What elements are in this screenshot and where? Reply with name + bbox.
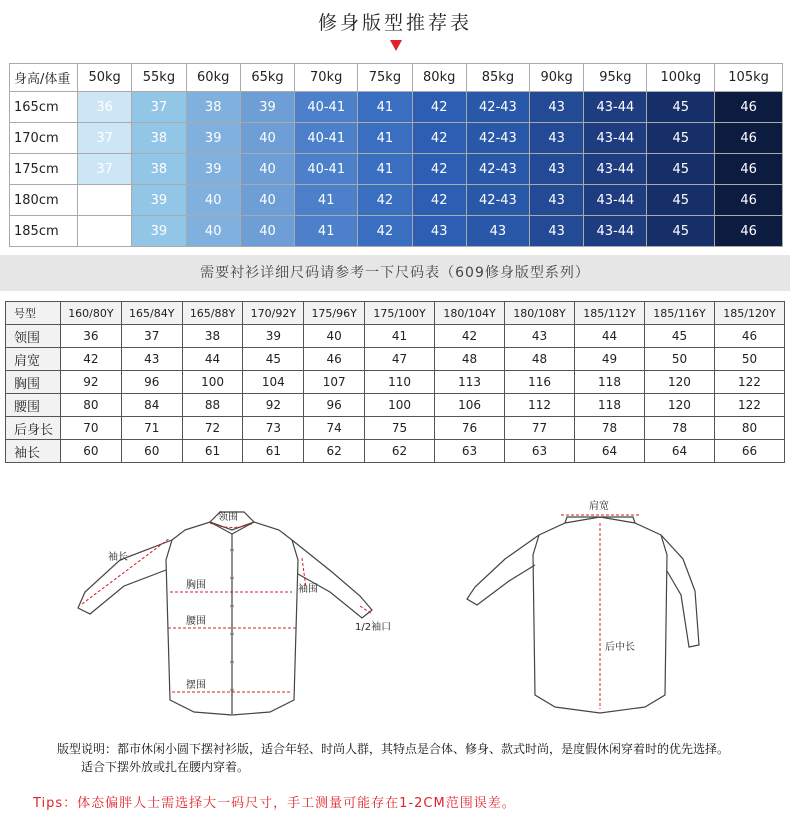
height-label: 170cm — [10, 123, 78, 154]
size-column-header: 170/92Y — [243, 302, 304, 325]
size-column-header: 180/108Y — [505, 302, 575, 325]
measurement-cell: 80 — [714, 417, 784, 440]
fit-size-cell: 45 — [647, 123, 715, 154]
height-label: 175cm — [10, 154, 78, 185]
fit-size-cell: 42-43 — [466, 154, 529, 185]
shoulder-label: 肩宽 — [589, 501, 609, 512]
weight-header: 65kg — [240, 64, 294, 92]
measurement-cell: 72 — [182, 417, 243, 440]
measurement-cell: 62 — [365, 440, 435, 463]
weight-header: 70kg — [295, 64, 358, 92]
fit-size-cell: 43-44 — [584, 92, 647, 123]
back-left-sleeve-outline — [467, 535, 539, 605]
measurement-label: 后身长 — [6, 417, 61, 440]
fit-table-row — [10, 154, 783, 185]
fit-size-cell: 42 — [412, 92, 466, 123]
collar-label: 领围 — [218, 512, 238, 523]
measurement-cell: 120 — [645, 371, 715, 394]
fit-size-cell: 42 — [412, 185, 466, 216]
measurement-cell: 96 — [121, 371, 182, 394]
measurement-cell: 46 — [714, 325, 784, 348]
size-column-header: 185/116Y — [645, 302, 715, 325]
measurement-cell: 60 — [121, 440, 182, 463]
measurement-cell: 62 — [304, 440, 365, 463]
measurement-label: 领围 — [6, 325, 61, 348]
weight-header: 90kg — [530, 64, 584, 92]
banner-text: 需要衬衫详细尺码请参考一下尺码表（609修身版型系列） — [200, 265, 590, 281]
size-chart-banner — [0, 255, 790, 291]
fit-size-cell: 43-44 — [584, 154, 647, 185]
fit-description — [57, 740, 729, 776]
fit-size-cell: 41 — [358, 92, 412, 123]
fit-size-cell: 41 — [295, 185, 358, 216]
weight-header: 60kg — [186, 64, 240, 92]
measurement-cell: 50 — [645, 348, 715, 371]
weight-header: 55kg — [132, 64, 186, 92]
fit-size-cell: 46 — [715, 185, 783, 216]
size-column-header: 175/100Y — [365, 302, 435, 325]
measurement-cell: 70 — [61, 417, 122, 440]
chest-label: 胸围 — [186, 580, 206, 591]
measurement-cell: 96 — [304, 394, 365, 417]
fit-table-row — [10, 123, 783, 154]
fit-size-cell: 40 — [186, 216, 240, 247]
height-label: 185cm — [10, 216, 78, 247]
fit-size-cell: 46 — [715, 92, 783, 123]
fit-size-cell: 36 — [78, 92, 132, 123]
size-column-header: 175/96Y — [304, 302, 365, 325]
weight-header: 75kg — [358, 64, 412, 92]
measurement-cell: 118 — [575, 394, 645, 417]
fit-size-cell: 37 — [78, 154, 132, 185]
weight-header: 95kg — [584, 64, 647, 92]
fit-size-cell: 42 — [412, 123, 466, 154]
measurement-cell: 50 — [714, 348, 784, 371]
fit-size-cell: 46 — [715, 154, 783, 185]
weight-header: 85kg — [466, 64, 529, 92]
fit-size-cell — [78, 185, 132, 216]
measurement-cell: 100 — [182, 371, 243, 394]
fit-size-cell: 42-43 — [466, 123, 529, 154]
fit-recommendation-table — [9, 63, 783, 247]
half-cuff-label: 1/2袖口 — [355, 622, 392, 633]
measurement-cell: 49 — [575, 348, 645, 371]
measurement-cell: 71 — [121, 417, 182, 440]
fit-size-cell: 46 — [715, 216, 783, 247]
fit-size-cell: 46 — [715, 123, 783, 154]
height-label: 180cm — [10, 185, 78, 216]
fit-size-cell: 42 — [358, 216, 412, 247]
fit-size-cell: 43-44 — [584, 216, 647, 247]
fit-size-cell: 40-41 — [295, 154, 358, 185]
fit-size-cell: 40-41 — [295, 92, 358, 123]
sleeve-length-label: 袖长 — [108, 552, 128, 563]
fit-size-cell: 40 — [240, 154, 294, 185]
measurement-cell: 44 — [575, 325, 645, 348]
measurement-cell: 122 — [714, 371, 784, 394]
size-table-row — [6, 417, 785, 440]
size-table-row — [6, 348, 785, 371]
description-line-2: 适合下摆外放或扎在腰内穿着。 — [81, 760, 250, 774]
measurement-cell: 107 — [304, 371, 365, 394]
measurement-cell: 61 — [182, 440, 243, 463]
measurement-cell: 42 — [61, 348, 122, 371]
fit-size-cell: 43 — [466, 216, 529, 247]
measurement-cell: 36 — [61, 325, 122, 348]
measurement-cell: 92 — [243, 394, 304, 417]
fit-table-row — [10, 216, 783, 247]
measurement-cell: 122 — [714, 394, 784, 417]
measurement-label: 胸围 — [6, 371, 61, 394]
measurement-cell: 45 — [243, 348, 304, 371]
measurement-cell: 63 — [505, 440, 575, 463]
measurement-cell: 43 — [505, 325, 575, 348]
fit-size-cell: 39 — [240, 92, 294, 123]
measurement-cell: 37 — [121, 325, 182, 348]
measurement-cell: 63 — [435, 440, 505, 463]
down-arrow-icon — [390, 40, 402, 51]
fit-size-cell: 43 — [530, 154, 584, 185]
armhole-label: 袖围 — [298, 584, 318, 595]
measurement-cell: 66 — [714, 440, 784, 463]
size-column-header: 165/88Y — [182, 302, 243, 325]
measurement-cell: 74 — [304, 417, 365, 440]
size-column-header: 165/84Y — [121, 302, 182, 325]
height-label: 165cm — [10, 92, 78, 123]
weight-header: 100kg — [647, 64, 715, 92]
weight-header: 105kg — [715, 64, 783, 92]
fit-size-cell: 42-43 — [466, 92, 529, 123]
measurement-cell: 116 — [505, 371, 575, 394]
fit-size-cell: 43 — [530, 216, 584, 247]
size-column-header: 160/80Y — [61, 302, 122, 325]
measurement-cell: 61 — [243, 440, 304, 463]
measurement-cell: 106 — [435, 394, 505, 417]
measurement-cell: 48 — [505, 348, 575, 371]
size-table-row — [6, 371, 785, 394]
measurement-cell: 40 — [304, 325, 365, 348]
measurement-cell: 64 — [645, 440, 715, 463]
measurement-cell: 38 — [182, 325, 243, 348]
fit-table-row — [10, 92, 783, 123]
measurement-cell: 118 — [575, 371, 645, 394]
fit-size-cell: 38 — [186, 92, 240, 123]
shirt-front-diagram — [60, 500, 420, 730]
fit-size-cell: 41 — [295, 216, 358, 247]
measurement-cell: 43 — [121, 348, 182, 371]
size-table-row — [6, 394, 785, 417]
measurement-cell: 80 — [61, 394, 122, 417]
fit-size-cell: 38 — [132, 123, 186, 154]
fit-size-cell: 43 — [530, 123, 584, 154]
measurement-cell: 46 — [304, 348, 365, 371]
size-table-row — [6, 325, 785, 348]
measurement-cell: 76 — [435, 417, 505, 440]
size-column-header: 185/120Y — [714, 302, 784, 325]
fit-size-cell: 45 — [647, 185, 715, 216]
size-column-header: 180/104Y — [435, 302, 505, 325]
fit-size-cell: 43 — [530, 185, 584, 216]
shirt-back-diagram — [455, 495, 715, 730]
measurement-cell: 78 — [645, 417, 715, 440]
weight-header: 80kg — [412, 64, 466, 92]
fit-size-cell: 39 — [132, 185, 186, 216]
measurement-cell: 88 — [182, 394, 243, 417]
measurement-cell: 73 — [243, 417, 304, 440]
fit-size-cell: 42 — [412, 154, 466, 185]
fit-size-cell: 45 — [647, 154, 715, 185]
measurement-cell: 41 — [365, 325, 435, 348]
fit-size-cell: 38 — [132, 154, 186, 185]
fit-size-cell: 43 — [412, 216, 466, 247]
fit-size-cell: 40 — [186, 185, 240, 216]
fit-size-cell: 42-43 — [466, 185, 529, 216]
fit-size-cell: 45 — [647, 92, 715, 123]
fit-size-cell: 37 — [78, 123, 132, 154]
measurement-cell: 44 — [182, 348, 243, 371]
size-table-row — [6, 440, 785, 463]
measurement-cell: 45 — [645, 325, 715, 348]
measurement-cell: 120 — [645, 394, 715, 417]
measurement-label: 袖长 — [6, 440, 61, 463]
size-table-corner: 号型 — [6, 302, 61, 325]
measurement-cell: 48 — [435, 348, 505, 371]
measurement-cell: 112 — [505, 394, 575, 417]
measurement-cell: 42 — [435, 325, 505, 348]
fit-size-cell: 41 — [358, 123, 412, 154]
measurement-cell: 78 — [575, 417, 645, 440]
measurement-cell: 75 — [365, 417, 435, 440]
fit-size-cell: 40 — [240, 216, 294, 247]
fit-size-cell: 43-44 — [584, 123, 647, 154]
fit-size-cell: 37 — [132, 92, 186, 123]
fit-size-cell: 41 — [358, 154, 412, 185]
fit-size-cell: 39 — [186, 154, 240, 185]
fit-size-cell: 43-44 — [584, 185, 647, 216]
measurement-cell: 84 — [121, 394, 182, 417]
fit-size-cell: 39 — [132, 216, 186, 247]
measurement-cell: 104 — [243, 371, 304, 394]
measurement-label: 腰围 — [6, 394, 61, 417]
measurement-cell: 92 — [61, 371, 122, 394]
size-chart-table — [5, 301, 785, 463]
weight-header: 50kg — [78, 64, 132, 92]
measurement-cell: 100 — [365, 394, 435, 417]
page-title: 修身版型推荐表 — [317, 12, 472, 34]
size-column-header: 185/112Y — [575, 302, 645, 325]
fit-table-row — [10, 185, 783, 216]
fit-size-cell: 42 — [358, 185, 412, 216]
fit-size-cell: 40 — [240, 123, 294, 154]
waist-label: 腰围 — [186, 616, 206, 627]
fit-size-cell — [78, 216, 132, 247]
measurement-cell: 60 — [61, 440, 122, 463]
fit-table-corner: 身高/体重 — [10, 64, 78, 92]
hem-label: 摆围 — [186, 680, 206, 691]
fit-size-cell: 40 — [240, 185, 294, 216]
fit-size-cell: 40-41 — [295, 123, 358, 154]
measurement-label: 肩宽 — [6, 348, 61, 371]
fit-size-cell: 43 — [530, 92, 584, 123]
fit-size-cell: 45 — [647, 216, 715, 247]
back-length-label: 后中长 — [605, 642, 635, 653]
description-line-1: 版型说明：都市休闲小圆下摆衬衫版，适合年轻、时尚人群，其特点是合体、修身、款式时尚，是度假休闲穿着时的优先选择。 — [57, 742, 730, 756]
measurement-cell: 77 — [505, 417, 575, 440]
measurement-cell: 64 — [575, 440, 645, 463]
measurement-cell: 47 — [365, 348, 435, 371]
measurement-cell: 39 — [243, 325, 304, 348]
measurement-cell: 110 — [365, 371, 435, 394]
fit-size-cell: 39 — [186, 123, 240, 154]
measurement-cell: 113 — [435, 371, 505, 394]
tips-text: Tips：体态偏胖人士需选择大一码尺寸，手工测量可能存在1-2CM范围误差。 — [33, 796, 516, 811]
